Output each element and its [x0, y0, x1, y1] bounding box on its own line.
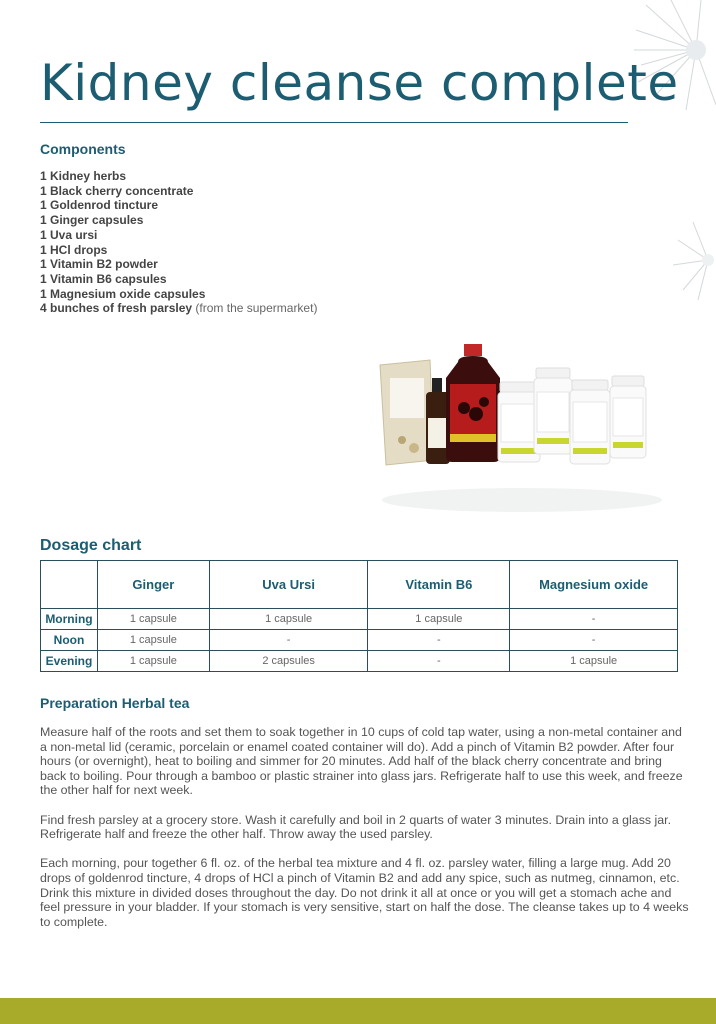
list-item-note: (from the supermarket) — [195, 301, 318, 316]
list-item: 1 Ginger capsules — [40, 213, 144, 228]
column-header: Uva Ursi — [209, 561, 368, 609]
table-cell: 1 capsule — [97, 630, 209, 651]
title-divider — [40, 122, 628, 123]
footer-bar — [0, 998, 716, 1024]
row-label: Evening — [41, 651, 98, 672]
list-item: 1 Vitamin B2 powder — [40, 257, 158, 272]
table-cell: 1 capsule — [97, 651, 209, 672]
supplement-products-photo-icon — [372, 340, 662, 518]
list-item: 1 Magnesium oxide capsules — [40, 286, 206, 301]
dandelion-decoration-icon — [596, 0, 716, 340]
table-cell: 1 capsule — [368, 609, 510, 630]
list-item: 1 HCl drops — [40, 242, 108, 257]
table-cell: 1 capsule — [209, 609, 368, 630]
table-cell: - — [368, 651, 510, 672]
preparation-heading: Preparation Herbal tea — [40, 695, 190, 711]
table-cell: 1 capsule — [510, 651, 678, 672]
table-cell: 2 capsules — [209, 651, 368, 672]
column-header: Magnesium oxide — [510, 561, 678, 609]
table-row — [41, 630, 678, 651]
row-label: Noon — [41, 630, 98, 651]
page-title: Kidney cleanse complete — [40, 54, 679, 112]
preparation-text — [40, 725, 690, 944]
table-cell: 1 capsule — [97, 609, 209, 630]
table-cell: - — [510, 609, 678, 630]
column-header: Vitamin B6 — [368, 561, 510, 609]
list-item: 4 bunches of fresh parsley (from the supermarket) — [40, 301, 318, 316]
list-item: 1 Vitamin B6 capsules — [40, 271, 167, 286]
table-corner-cell — [41, 561, 98, 609]
list-item: 1 Goldenrod tincture — [40, 198, 159, 213]
list-item: 1 Kidney herbs — [40, 169, 127, 183]
list-item: 1 Uva ursi — [40, 227, 98, 242]
list-item: 1 Black cherry concentrate — [40, 183, 194, 198]
table-cell: - — [209, 630, 368, 651]
table-cell: - — [510, 630, 678, 651]
table-cell: - — [368, 630, 510, 651]
row-label: Morning — [41, 609, 98, 630]
column-header: Ginger — [97, 561, 209, 609]
components-list — [40, 169, 317, 316]
table-header-row — [41, 561, 678, 609]
paragraph: Each morning, pour together 6 fl. oz. of the herbal tea mixture and 4 fl. oz. parsley water, filling a large mug. Add 20 drops of goldenrod tincture, 4 drops of HCl a pinch of Vitamin B2 and add any spice, such as nutmeg, cinnamon, etc. Drink this mixture in divided doses throughout the day. Do not drink it all at once or you will get a stomach ache and feel pressure in your bladder. If your stomach is very sensitive, start on half the dose. The cleanse takes up to 4 weeks to complete. — [40, 856, 689, 929]
paragraph: Measure half of the roots and set them to soak together in 10 cups of cold tap water, using a non-metal container and a non-metal lid (ceramic, porcelain or enamel coated container will do). Add a pinch of Vitamin B2 powder. After four hours (or overnight), heat to boiling and simmer for 20 minutes. Add half of the black cherry concentrate and bring back to boiling. Pour through a bamboo or plastic strainer into glass jars. Refrigerate half to use this week, and freeze the other half for next week. — [40, 725, 683, 798]
paragraph: Find fresh parsley at a grocery store. Wash it carefully and boil in 2 quarts of water 3 minutes. Drain into a glass jar. Refrigerate half and freeze the other half. Throw away the used parsley. — [40, 812, 672, 842]
table-row — [41, 651, 678, 672]
dosage-table — [40, 560, 678, 672]
table-row — [41, 609, 678, 630]
dosage-chart-heading: Dosage chart — [40, 537, 142, 554]
components-heading: Components — [40, 141, 126, 157]
